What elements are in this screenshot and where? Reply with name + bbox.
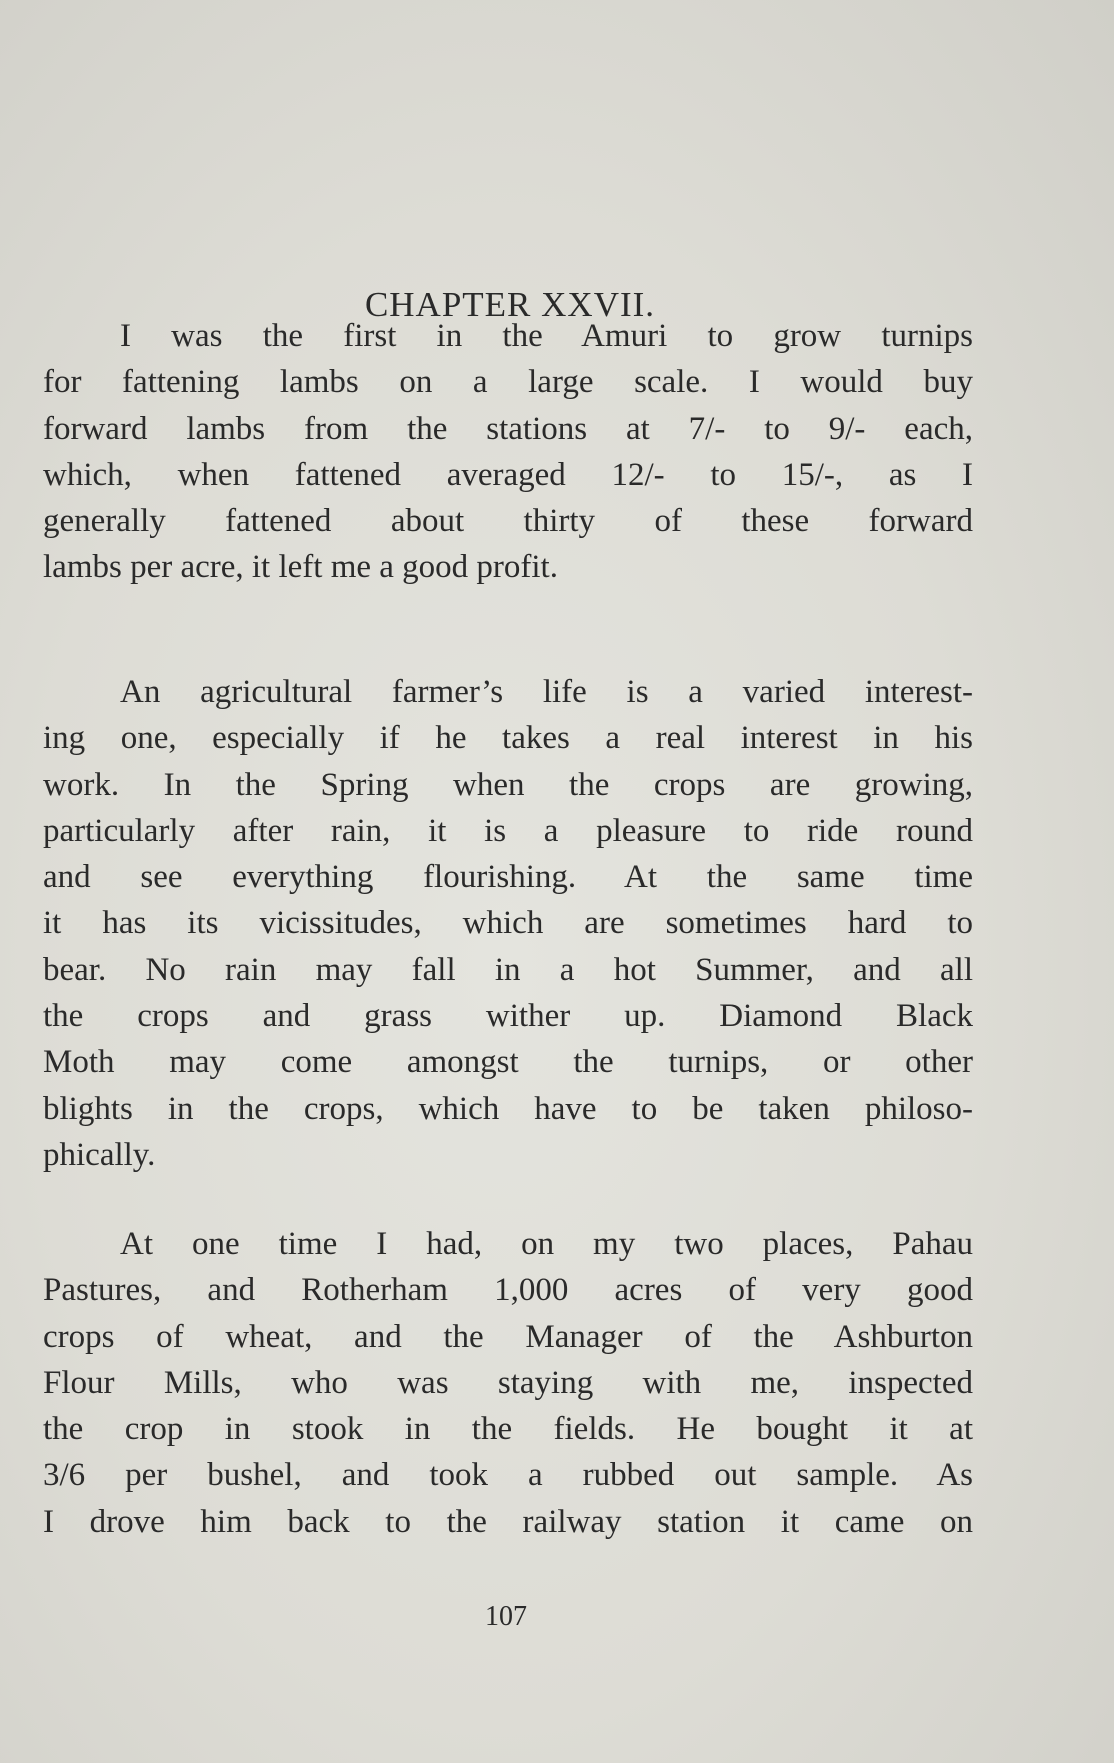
paragraph-line: the crops and grass wither up. Diamond Black: [43, 998, 973, 1035]
paragraph-2: [43, 669, 973, 1178]
paragraph-line: phically.: [43, 1136, 156, 1173]
paragraph-line: generally fattened about thirty of these forward: [43, 503, 973, 540]
paragraph-line: which, when fattened averaged 12/- to 15/-, as I: [43, 456, 973, 493]
paragraph-line: I drove him back to the railway station it came on: [43, 1503, 973, 1540]
paragraph-line: work. In the Spring when the crops are growing,: [43, 766, 973, 803]
paragraph-1: [43, 313, 973, 591]
page-number: 107: [485, 1601, 527, 1632]
paragraph-line: Moth may come amongst the turnips, or other: [43, 1044, 973, 1081]
paragraph-3: [43, 1221, 973, 1545]
paragraph-line: I was the first in the Amuri to grow turnips: [120, 318, 973, 354]
paragraph-line: Pastures, and Rotherham 1,000 acres of very good: [43, 1272, 973, 1309]
paragraph-line: crops of wheat, and the Manager of the Ashburton: [43, 1318, 973, 1355]
paragraph-line: An agricultural farmer’s life is a varied interest-: [120, 674, 973, 710]
paragraph-line: ing one, especially if he takes a real interest in his: [43, 720, 973, 757]
chapter-title: CHAPTER XXVII.: [364, 285, 656, 324]
paragraph-line: bear. No rain may fall in a hot Summer, and all: [43, 951, 973, 988]
paragraph-line: particularly after rain, it is a pleasure to ride round: [43, 812, 973, 849]
paragraph-line: blights in the crops, which have to be taken philoso-: [43, 1090, 973, 1127]
paragraph-line: the crop in stook in the fields. He bought it at: [43, 1411, 973, 1448]
paragraph-line: for fattening lambs on a large scale. I would buy: [43, 364, 973, 401]
paragraph-line: lambs per acre, it left me a good profit.: [43, 549, 558, 586]
paragraph-line: Flour Mills, who was staying with me, inspected: [43, 1364, 973, 1401]
paragraph-line: 3/6 per bushel, and took a rubbed out sample. As: [43, 1457, 973, 1494]
paragraph-line: and see everything flourishing. At the same time: [43, 859, 973, 896]
paragraph-line: At one time I had, on my two places, Pahau: [120, 1226, 973, 1262]
paragraph-line: it has its vicissitudes, which are sometimes hard to: [43, 905, 973, 942]
paragraph-line: forward lambs from the stations at 7/- to 9/- each,: [43, 410, 973, 447]
